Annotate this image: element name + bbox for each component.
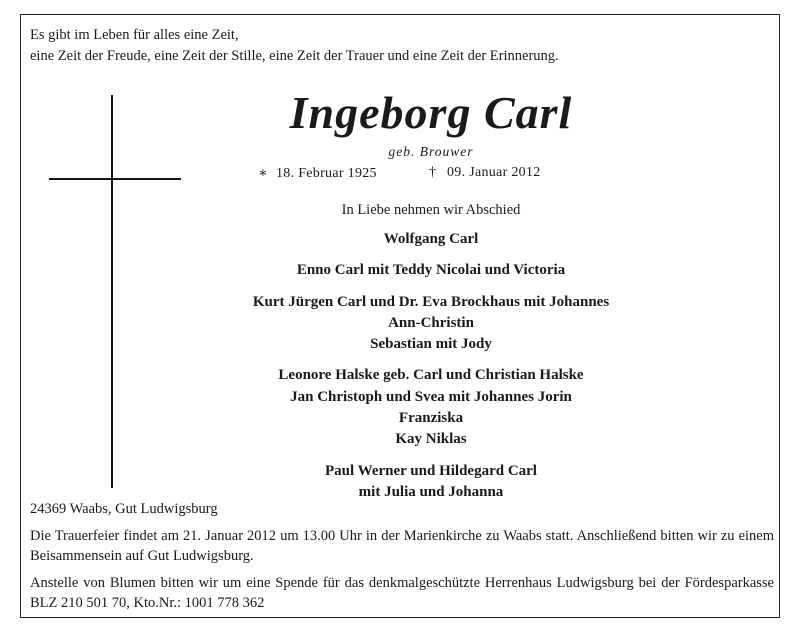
- mourner-line: mit Julia und Johanna: [358, 483, 504, 500]
- mourner-group: [181, 292, 681, 356]
- mourners-list: [181, 229, 681, 513]
- mourner-line: Ann-Christin: [388, 314, 474, 331]
- footer: [30, 499, 774, 620]
- mourner-line: Leonore Halske geb. Carl und Christian Halske: [278, 367, 584, 384]
- mourner-line: Kurt Jürgen Carl und Dr. Eva Brockhaus mit Johannes: [252, 293, 610, 310]
- obituary-notice: [20, 14, 780, 618]
- birth-date: [258, 165, 377, 182]
- donation-info: Anstelle von Blumen bitten wir um eine Spende für das denkmalgeschützte Herrenhaus Ludwigsburg bei der Fördesparkasse BLZ 210 501 70, Kto.Nr.: 1001 778 362: [30, 575, 774, 611]
- service-info: Die Trauerfeier findet am 21. Januar 2012 um 13.00 Uhr in der Marienkirche zu Waabs statt. Anschließend bitten wir zu einem Beisammensein auf Gut Ludwigsburg.: [30, 528, 774, 564]
- mourner-group: [181, 461, 681, 504]
- mourner-line: Wolfgang Carl: [383, 231, 479, 247]
- birth-star-icon: ∗: [258, 166, 268, 181]
- farewell-line: In Liebe nehmen wir Abschied: [341, 202, 521, 218]
- mourner-group: [181, 365, 681, 450]
- address: 24369 Waabs, Gut Ludwigsburg: [30, 501, 218, 517]
- cross-icon-horizontal: [49, 178, 181, 180]
- mourner-group: [181, 229, 681, 250]
- cross-icon-vertical: [111, 95, 113, 488]
- mourner-line: Franziska: [398, 410, 464, 427]
- intro-line: eine Zeit der Freude, eine Zeit der Stille, eine Zeit der Trauer und eine Zeit der Erinnerung.: [30, 48, 559, 64]
- maiden-name: geb. Brouwer: [388, 144, 474, 159]
- mourner-line: Enno Carl mit Teddy Nicolai und Victoria: [296, 262, 566, 279]
- deceased-name: Ingeborg Carl: [289, 87, 573, 138]
- death-date-text: 09. Januar 2012: [447, 165, 541, 180]
- death-date: [429, 165, 541, 181]
- mourner-line: Sebastian mit Jody: [370, 336, 492, 353]
- mourner-line: Kay Niklas: [395, 431, 467, 448]
- birth-date-text: 18. Februar 1925: [276, 166, 377, 181]
- intro-line: Es gibt im Leben für alles eine Zeit,: [30, 27, 239, 43]
- intro-verse: [30, 25, 559, 67]
- mourner-line: Paul Werner und Hildegard Carl: [325, 462, 537, 479]
- death-cross-icon: †: [429, 165, 437, 180]
- mourner-line: Jan Christoph und Svea mit Johannes Jorin: [290, 388, 572, 405]
- mourner-group: [181, 260, 681, 281]
